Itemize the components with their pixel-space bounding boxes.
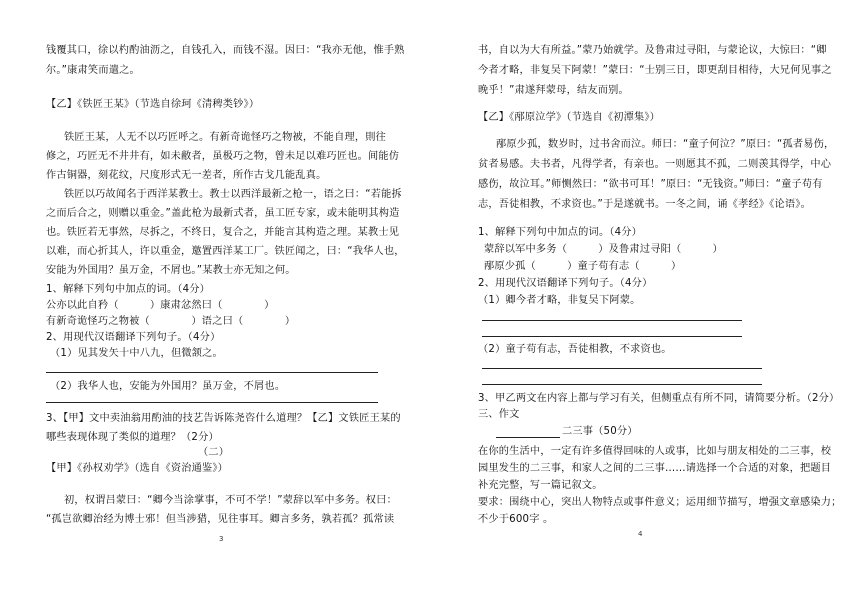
text-line: 安能为外国用？虽万金，不屑也。”某教士亦无知之何。 (46, 265, 296, 276)
text-line: 晚乎！”肃遂拜蒙母，结友而别。 (478, 85, 629, 96)
answer-line (482, 320, 742, 321)
section-number: 三、作文 (478, 409, 520, 420)
answer-line (482, 384, 762, 385)
text-line: 园里发生的二三事，和家人之间的二三事……请选择一个合适的对象，把题目 (478, 463, 832, 474)
text-line: 铁匠王某，人无不以巧匠呼之。有新奇诡怪巧之物被，不能自理，則往 (64, 132, 387, 143)
question-2: 2、用现代汉语翻译下列句子。（4分） (46, 332, 221, 343)
section-heading: 【乙】《铁匠王某》（节选自徐珂《清稗类钞》） (46, 99, 260, 110)
text-line: 也。铁匠若无事然，尽拆之，不终日，复合之，并能言其构造之理。某教士见 (46, 227, 400, 238)
answer-line (482, 336, 742, 337)
text-line: 初，权谓吕蒙曰：“卿今当涂掌事，不可不学！”蒙辞以军中多务。权曰： (64, 495, 397, 506)
requirement-line: 要求：围绕中心，突出人物特点或事件意义；运用细节描写，增强文章感染力； (478, 497, 842, 508)
section-heading: 【乙】《邴原泣学》（节选自《初潭集》） (478, 112, 661, 123)
question-2-item: （2）我华人也，安能为外国用？虽万金，不屑也。 (50, 381, 286, 392)
page-number: 4 (638, 530, 643, 538)
question-3: 3、【甲】文中卖油翁用酌油的技艺告诉陈尧咨什么道理？【乙】文铁匠王某的 (46, 413, 401, 424)
page-right (430, 0, 860, 609)
text-line: 邴原少孤，数岁时，过书舍而泣。师曰：“童子何泣？”原曰：“孤者易伤， (496, 139, 835, 150)
text-line: 之而后合之，则赠以重金。”盖此枪为最新式者，虽工匠专家，或未能明其构造 (46, 208, 400, 219)
text-line: 尔。”康肃笑而遣之。 (46, 65, 140, 76)
section-heading: 【甲】《孙权劝学》（选自《资治通鉴》） (46, 463, 229, 474)
question-1-item: 邴原少孤（ ）童子苟有志（ ） (484, 261, 682, 272)
text-line: 作古铜器，刻花纹，尺度形式无一差者，所作古戈几能乱真。 (46, 170, 327, 181)
text-line: 铁匠以巧故闻名于西洋某教士。教士以西洋最新之枪一，语之曰：“若能拆 (64, 189, 402, 200)
text-line: 补充完整，写一篇记叙文。 (478, 480, 603, 491)
question-2: 2、用现代汉语翻译下列句子。（4分） (478, 278, 653, 289)
text-line: 在你的生活中，一定有许多值得回味的人或事，比如与朋友相处的二三事，校 (478, 446, 832, 457)
text-line: 钱覆其口，徐以杓酌油沥之，自钱孔入，而钱不湿。因曰：“我亦无他，惟手熟 (46, 45, 405, 56)
answer-line (46, 372, 378, 373)
question-1-item: 蒙辞以军中多务（ ）及鲁肃过寻阳（ ） (484, 244, 723, 255)
question-2-item: （1）见其发矢十中八九，但微颔之。 (50, 348, 223, 359)
answer-line (482, 368, 762, 369)
question-2-item: （1）卿今者才略，非复吴下阿蒙。 (478, 295, 641, 306)
question-1: 1、解释下列句中加点的词。（4分） (46, 284, 211, 295)
question-1-item: 有新奇诡怪巧之物被（ ）语之曰（ ） (46, 316, 296, 327)
question-2-item: （2）童子苟有志，吾徒相教，不求资也。 (478, 344, 672, 355)
text-line: “孤岂欲卿治经为博士邪！但当涉猎，见往事耳。卿言多务，孰若孤？孤常读 (46, 514, 395, 525)
page-number: 3 (219, 535, 224, 543)
question-1: 1、解释下列句中加点的词。（4分） (478, 227, 643, 238)
text-line: 修之，巧匠无不井井有，如未敝者，虽极巧之物，曾未足以难巧匠也。间能仿 (46, 151, 400, 162)
title-blank (496, 437, 560, 438)
text-line: 以难，而心折其人，许以重金，邀置西洋某工厂。铁匠闻之，曰：“我华人也， (46, 246, 405, 257)
text-line: 感伤，故泣耳。”师恻然曰：“欲书可耳！”原曰：“无钱资。”师曰：“童子苟有 (478, 179, 823, 190)
text-line: 今者才略，非复吴下阿蒙！”蒙曰：“士别三日，即更刮目相待，大兄何见事之 (478, 65, 832, 76)
essay-title: 二三事（50分） (562, 426, 638, 437)
answer-line (46, 402, 378, 403)
question-3-cont: 哪些表现体现了类似的道理？（2分） (46, 432, 219, 443)
text-line: 书，自以为大有所益。”蒙乃始就学。及鲁肃过寻阳，与蒙论议，大惊曰：“卿 (478, 45, 827, 56)
question-3: 3、甲乙两文在内容上都与学习有关，但侧重点有所不同，请简要分析。（2分） (478, 393, 840, 404)
requirement-line: 不少于600字 。 (478, 514, 554, 525)
text-line: 贫者易感。夫书者，凡得学者，有亲也。一则愿其不孤，二则羡其得学，中心 (478, 159, 832, 170)
text-line: 志，吾徒相教，不求资也。”于是遂就书。一冬之间，诵《孝经》《论语》。 (478, 199, 811, 210)
question-1-item: 公亦以此自矜（ ）康肃忿然曰（ ） (46, 300, 275, 311)
section-number: （二） (198, 447, 230, 458)
